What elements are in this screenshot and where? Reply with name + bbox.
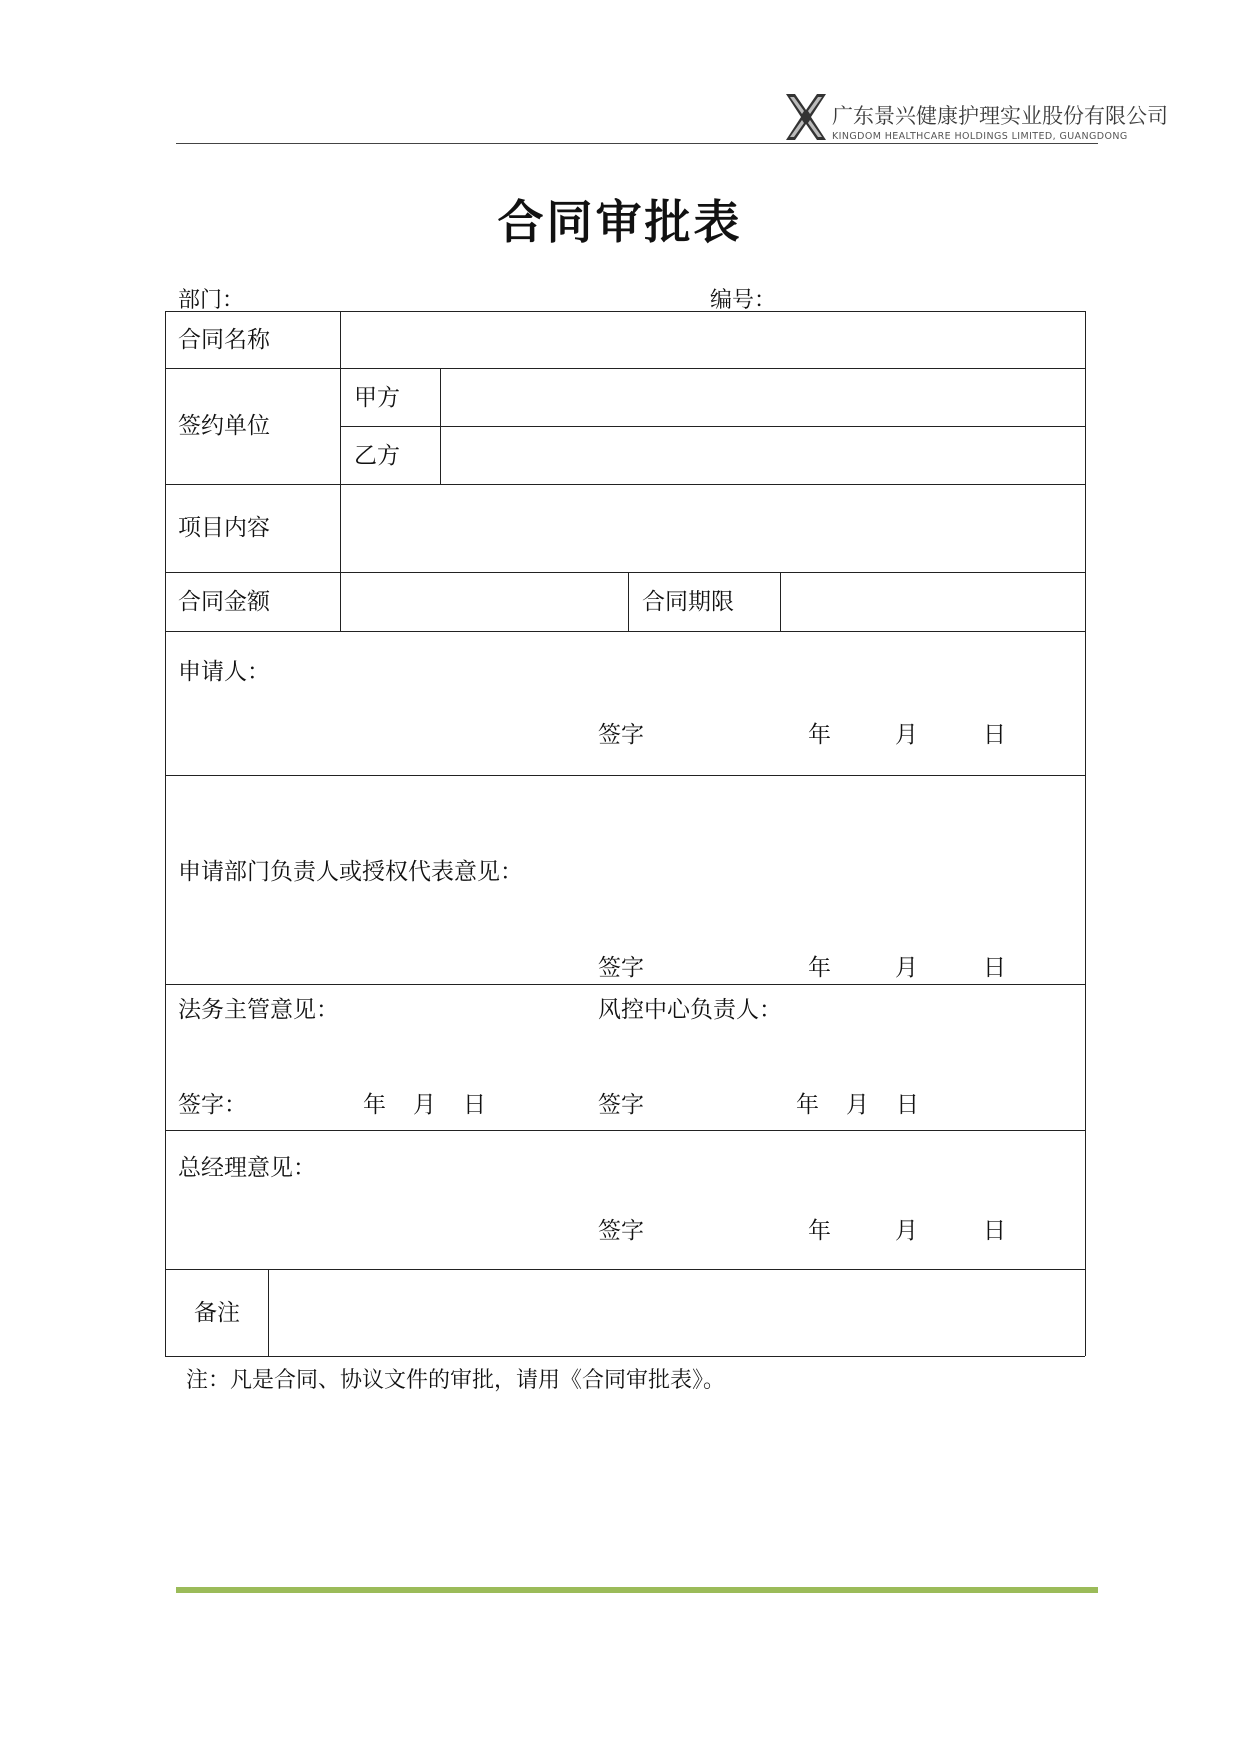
table-line xyxy=(165,484,1085,485)
footnote: 注：凡是合同、协议文件的审批，请用《合同审批表》。 xyxy=(186,1368,726,1393)
sign-label: 签字 xyxy=(598,955,644,981)
number-label: 编号： xyxy=(710,288,777,313)
table-line xyxy=(165,368,1085,369)
table-line xyxy=(165,1356,1085,1357)
day-label: 日 xyxy=(983,955,1006,981)
contract-term-label: 合同期限 xyxy=(642,589,734,615)
sign-label: 签字 xyxy=(598,1218,644,1244)
party-b-label: 乙方 xyxy=(354,443,400,469)
table-line xyxy=(165,775,1085,776)
party-a-label: 甲方 xyxy=(354,385,400,411)
year-label: 年 xyxy=(808,1218,831,1244)
year-label: 年 xyxy=(808,722,831,748)
month-label: 月 xyxy=(895,1218,918,1244)
table-line xyxy=(165,311,1085,312)
month-label: 月 xyxy=(413,1092,436,1118)
table-line xyxy=(628,572,629,631)
signing-unit-label: 签约单位 xyxy=(178,413,270,439)
sign-label: 签字 xyxy=(598,1092,644,1118)
applicant-label: 申请人： xyxy=(178,659,270,685)
table-line xyxy=(165,631,1085,632)
footer-divider xyxy=(176,1587,1098,1593)
risk-control-label: 风控中心负责人： xyxy=(598,997,782,1023)
company-name-en: KINGDOM HEALTHCARE HOLDINGS LIMITED, GUANGDONG xyxy=(832,131,1128,142)
year-label: 年 xyxy=(363,1092,386,1118)
table-line xyxy=(268,1269,269,1356)
day-label: 日 xyxy=(463,1092,486,1118)
table-line xyxy=(165,572,1085,573)
contract-name-label: 合同名称 xyxy=(178,327,270,353)
form-title: 合同审批表 xyxy=(497,195,743,249)
year-label: 年 xyxy=(796,1092,819,1118)
department-label: 部门： xyxy=(178,288,245,313)
month-label: 月 xyxy=(895,955,918,981)
sign-label: 签字： xyxy=(178,1092,247,1118)
table-line xyxy=(340,311,341,631)
table-line xyxy=(165,1269,1085,1270)
gm-opinion-label: 总经理意见： xyxy=(178,1155,316,1181)
table-line xyxy=(165,1130,1085,1131)
table-line xyxy=(165,311,166,1356)
sign-label: 签字 xyxy=(598,722,644,748)
remarks-label: 备注 xyxy=(194,1300,240,1326)
header-divider xyxy=(176,143,1098,144)
legal-opinion-label: 法务主管意见： xyxy=(178,997,339,1023)
month-label: 月 xyxy=(846,1092,869,1118)
month-label: 月 xyxy=(895,722,918,748)
day-label: 日 xyxy=(983,722,1006,748)
table-line xyxy=(165,984,1085,985)
day-label: 日 xyxy=(896,1092,919,1118)
project-content-label: 项目内容 xyxy=(178,515,270,541)
table-line xyxy=(780,572,781,631)
table-line xyxy=(1085,311,1086,1356)
table-line xyxy=(440,368,441,484)
day-label: 日 xyxy=(983,1218,1006,1244)
year-label: 年 xyxy=(808,955,831,981)
contract-amount-label: 合同金额 xyxy=(178,589,270,615)
table-line xyxy=(340,426,1085,427)
dept-head-opinion-label: 申请部门负责人或授权代表意见： xyxy=(178,859,523,885)
kingdom-x-logo-icon xyxy=(786,94,826,140)
company-name-cn: 广东景兴健康护理实业股份有限公司 xyxy=(832,104,1168,128)
